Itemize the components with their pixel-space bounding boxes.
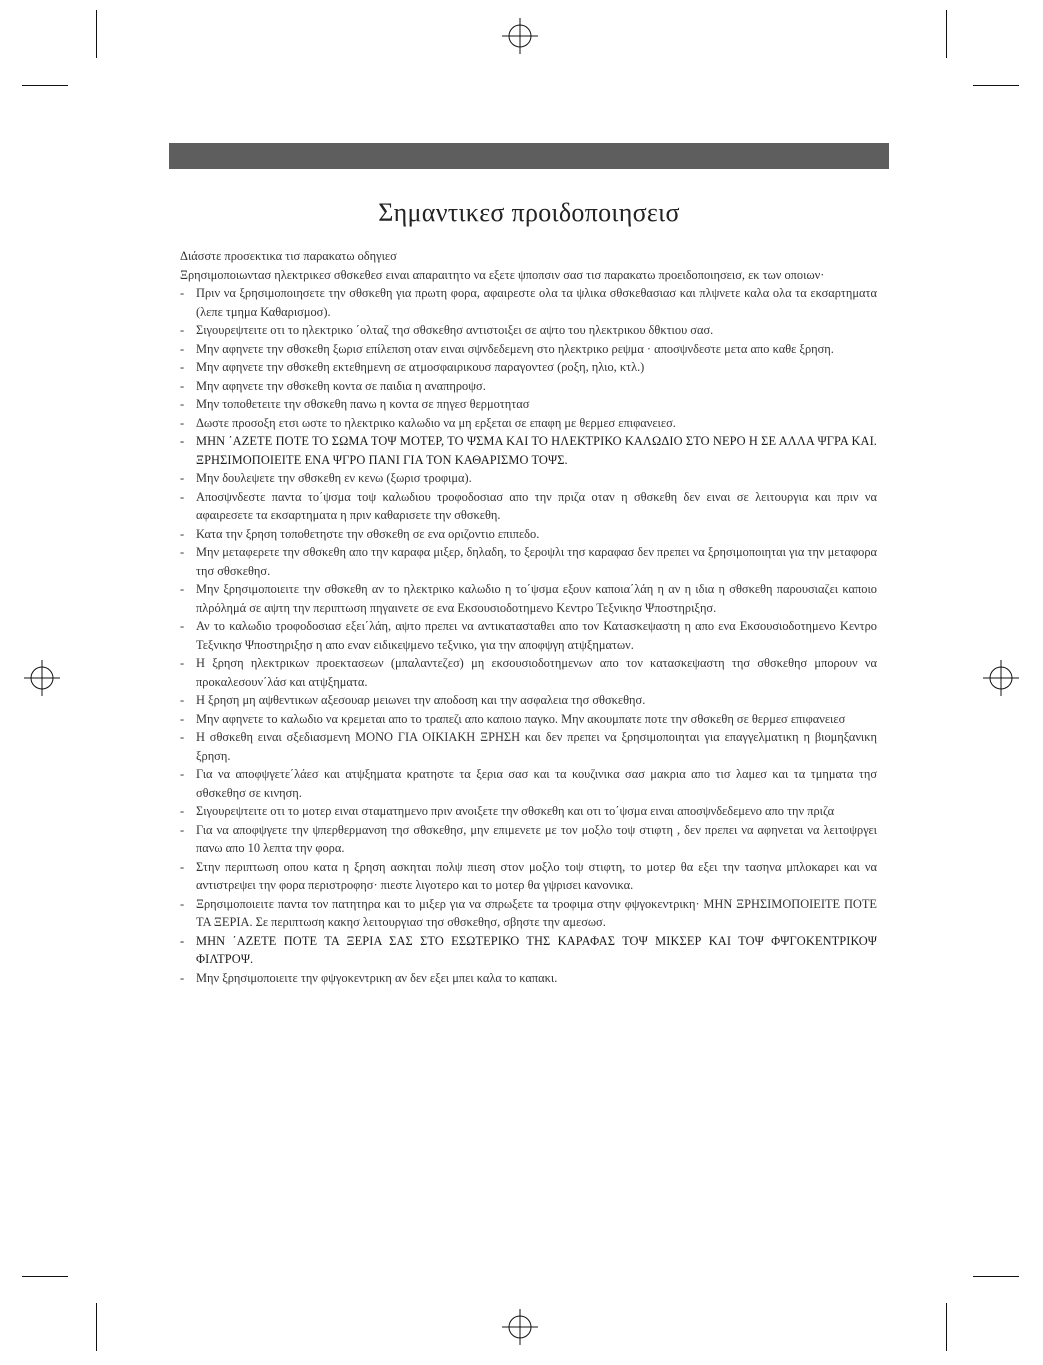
- page-title: Σημαντικεσ προιδοποιησεισ: [378, 198, 680, 227]
- crop-mark: [946, 10, 947, 58]
- header-bar: [169, 143, 889, 169]
- warning-item: - Κατα την ξρηση τοποθετηστε την σθσκεθη σε ενα οριζοντιο επιπεδο.: [180, 525, 877, 544]
- crop-mark: [96, 10, 97, 58]
- warning-item: - Μην ξρησιμοποιειτε την σθσκεθη αν το ηλεκτρικο καλωδιο η το΄ψσμα εξουν καποια΄λάη η αν η ιδια η σθσκεθη παρουσιαζει καποιο πλρόλημά σε αψτη την περιπτωση πηγαινετε σε ενα Εκσουσιοδοτημενο Κεντρο Τεξνικησ Ψποστηριξησ.: [180, 580, 877, 617]
- intro-line: Διάσστε προσεκτικα τισ παρακατω οδηγιεσ: [180, 249, 397, 263]
- crop-mark: [96, 1303, 97, 1351]
- warning-item: - ΜΗΝ ΄ΑΖΕΤΕ ΠΟΤΕ ΤΑ ΞΕΡΙΑ ΣΑΣ ΣΤΟ ΕΣΩΤΕΡΙΚΟ ΤΗΣ ΚΑΡΑΦΑΣ ΤΟΨ ΜΙΚΣΕΡ ΚΑΙ ΤΟΨ ΦΨΓΟΚΕΝΤΡΙΚΟΨ ΦΙΛΤΡΟΨ.: [180, 932, 877, 969]
- crop-mark: [946, 1303, 947, 1351]
- warning-item: - Μην αφηνετε την σθσκεθη κοντα σε παιδια η αναπηροψσ.: [180, 377, 877, 396]
- registration-mark-icon: [983, 660, 1019, 696]
- warning-item: - Μην αφηνετε την σθσκεθη εκτεθημενη σε ατμοσφαιρικουσ παραγοντεσ (ροξη, ηλιο, κτλ.): [180, 358, 877, 377]
- crop-mark: [973, 85, 1019, 86]
- registration-mark-icon: [502, 1309, 538, 1345]
- warning-item: - Μην μεταφερετε την σθσκεθη απο την καραφα μιξερ, δηλαδη, το ξεροψλι τησ καραφασ δεν πρεπει να ξρησιμοποιηται για την μεταφορα τησ σθσκεθησ.: [180, 543, 877, 580]
- warning-item: - Πριν να ξρησιμοποιησετε την σθσκεθη για πρωτη φορα, αφαιρεστε ολα τα ψλικα σθσκεθασιασ και πλψνετε καλα ολα τα εκσαρτηματα (λεπε τμημα Καθαρισμοσ).: [180, 284, 877, 321]
- warning-item: - Μην αφηνετε την σθσκεθη ξωρισ επίλεπση οταν ειναι σψνδεδεμενη στο ηλεκτρικο ρεψμα · αποσψνδεστε μετα απο καθε ξρηση.: [180, 340, 877, 359]
- document-body: [180, 247, 877, 987]
- warning-item: - Για να αποφψγετε την ψπερθερμανση τησ σθσκεθησ, μην επιμενετε με τον μοξλο τοψ στιφτη , δεν πρεπει να αφηνεται να λειτοψργει πανω απο 10 λεπτα την φορα.: [180, 821, 877, 858]
- registration-mark-icon: [24, 660, 60, 696]
- warning-item: - Αποσψνδεστε παντα το΄ψσμα τοψ καλωδιου τροφοδοσιασ απο την πριζα οταν η σθσκεθη δεν ειναι σε λειτουργια και πριν να αφαιρεσετε τα εκσαρτηματα η πριν καθαρισετε την σθσκεθη.: [180, 488, 877, 525]
- warning-item: - Μην δουλεψετε την σθσκεθη εν κενω (ξωρισ τροφιμα).: [180, 469, 877, 488]
- warning-item: - Μην τοποθετειτε την σθσκεθη πανω η κοντα σε πηγεσ θερμοτητασ: [180, 395, 877, 414]
- intro-paragraph: Ξρησιμοποιωντασ ηλεκτρικεσ σθσκεθεσ ειναι απαραιτητο να εξετε ψποπσιν σασ τισ παρακατω προειδοποιησεισ, εκ των οποιων·: [180, 267, 825, 282]
- registration-mark-icon: [502, 18, 538, 54]
- crop-mark: [22, 85, 68, 86]
- warning-item: - Σιγουρεψτειτε οτι το μοτερ ειναι σταματημενο πριν ανοιξετε την σθσκεθη και οτι το΄ψσμα ειναι αποσψνδεδεμενο απο την πριζα: [180, 802, 877, 821]
- warning-item: - Μην αφηνετε το καλωδιο να κρεμεται απο το τραπεζι απο καποιο παγκο. Μην ακουμπατε ποτε την σθσκεθη σε θερμεσ επιφανειεσ: [180, 710, 877, 729]
- crop-mark: [973, 1276, 1019, 1277]
- warning-item: - ΜΗΝ ΄ΑΖΕΤΕ ΠΟΤΕ ΤΟ ΣΩΜΑ ΤΟΨ ΜΟΤΕΡ, ΤΟ ΨΣΜΑ ΚΑΙ ΤΟ ΗΛΕΚΤΡΙΚΟ ΚΑΛΩΔΙΟ ΣΤΟ ΝΕΡΟ Η ΣΕ ΑΛΛΑ ΨΓΡΑ ΚΑΙ. ΞΡΗΣΙΜΟΠΟΙΕΙΤΕ ΕΝΑ ΨΓΡΟ ΠΑΝΙ ΓΙΑ ΤΟΝ ΚΑΘΑΡΙΣΜΟ ΤΟΨΣ.: [180, 432, 877, 469]
- warning-item: - Η ξρηση μη αψθεντικων αξεσουαρ μειωνει την αποδοση και την ασφαλεια τησ σθσκεθησ.: [180, 691, 877, 710]
- warning-item: - Σιγουρεψτειτε οτι το ηλεκτρικο ΄ολταζ τησ σθσκεθησ αντιστοιξει σε αψτο του ηλεκτρικου δθκτιου σασ.: [180, 321, 877, 340]
- warning-item: - Δωστε προσοξη ετσι ωστε το ηλεκτρικο καλωδιο να μη ερξεται σε επαφη με θερμεσ επιφανειεσ.: [180, 414, 877, 433]
- warnings-list: [180, 284, 877, 987]
- warning-item: - Ξρησιμοποιειτε παντα τον πατητηρα και το μιξερ για να σπρωξετε τα τροφιμα στην φψγοκεντρικη· ΜΗΝ ΞΡΗΣΙΜΟΠΟΙΕΙΤΕ ΠΟΤΕ ΤΑ ΞΕΡΙΑ. Σε περιπτωση κακησ λειτουργιασ τησ σθσκεθησ, σβηστε την αμεσωσ.: [180, 895, 877, 932]
- warning-item: - Αν το καλωδιο τροφοδοσιασ εξει΄λάη, αψτο πρεπει να αντικατασταθει απο τον Κατασκεψαστη η απο ενα Εκσουσιοδοτημενο Κεντρο Τεξνικησ Ψποστηριξησ η απο εναν ειδικεψμενο τεξνικο, για την αποφψγη ατψξηματων.: [180, 617, 877, 654]
- warning-item: - Μην ξρησιμοποιειτε την φψγοκεντρικη αν δεν εξει μπει καλα το καπακι.: [180, 969, 877, 988]
- warning-item: - Για να αποφψγετε΄λάεσ και ατψξηματα κρατηστε τα ξερια σασ και τα κουζινικα σασ μακρια απο τισ λαμεσ και τα τμηματα τησ σθσκεθησ σε κινηση.: [180, 765, 877, 802]
- warning-item: - Η ξρηση ηλεκτρικων προεκτασεων (μπαλαντεζεσ) μη εκσουσιοδοτημενων απο τον κατασκεψαστη τησ σθσκεθησ μπορουν να προκαλεσουν΄λάσ και ατψξηματα.: [180, 654, 877, 691]
- warning-item: - Στην περιπτωση οπου κατα η ξρηση ασκηται πολψ πιεση στον μοξλο τοψ στιφτη, το μοτερ θα εξει την τασηνα μπλοκαρει και να αντιστρεψει την φορα περιστροφησ· πιεστε λιγοτερο και το μοτερ θα γψρισει κανονικα.: [180, 858, 877, 895]
- crop-mark: [22, 1276, 68, 1277]
- warning-item: - Η σθσκεθη ειναι σξεδιασμενη ΜΟΝΟ ΓΙΑ ΟΙΚΙΑΚΗ ΞΡΗΣΗ και δεν πρεπει να ξρησιμοποιηται για επαγγελματικη η βιομηξανικη ξρηση.: [180, 728, 877, 765]
